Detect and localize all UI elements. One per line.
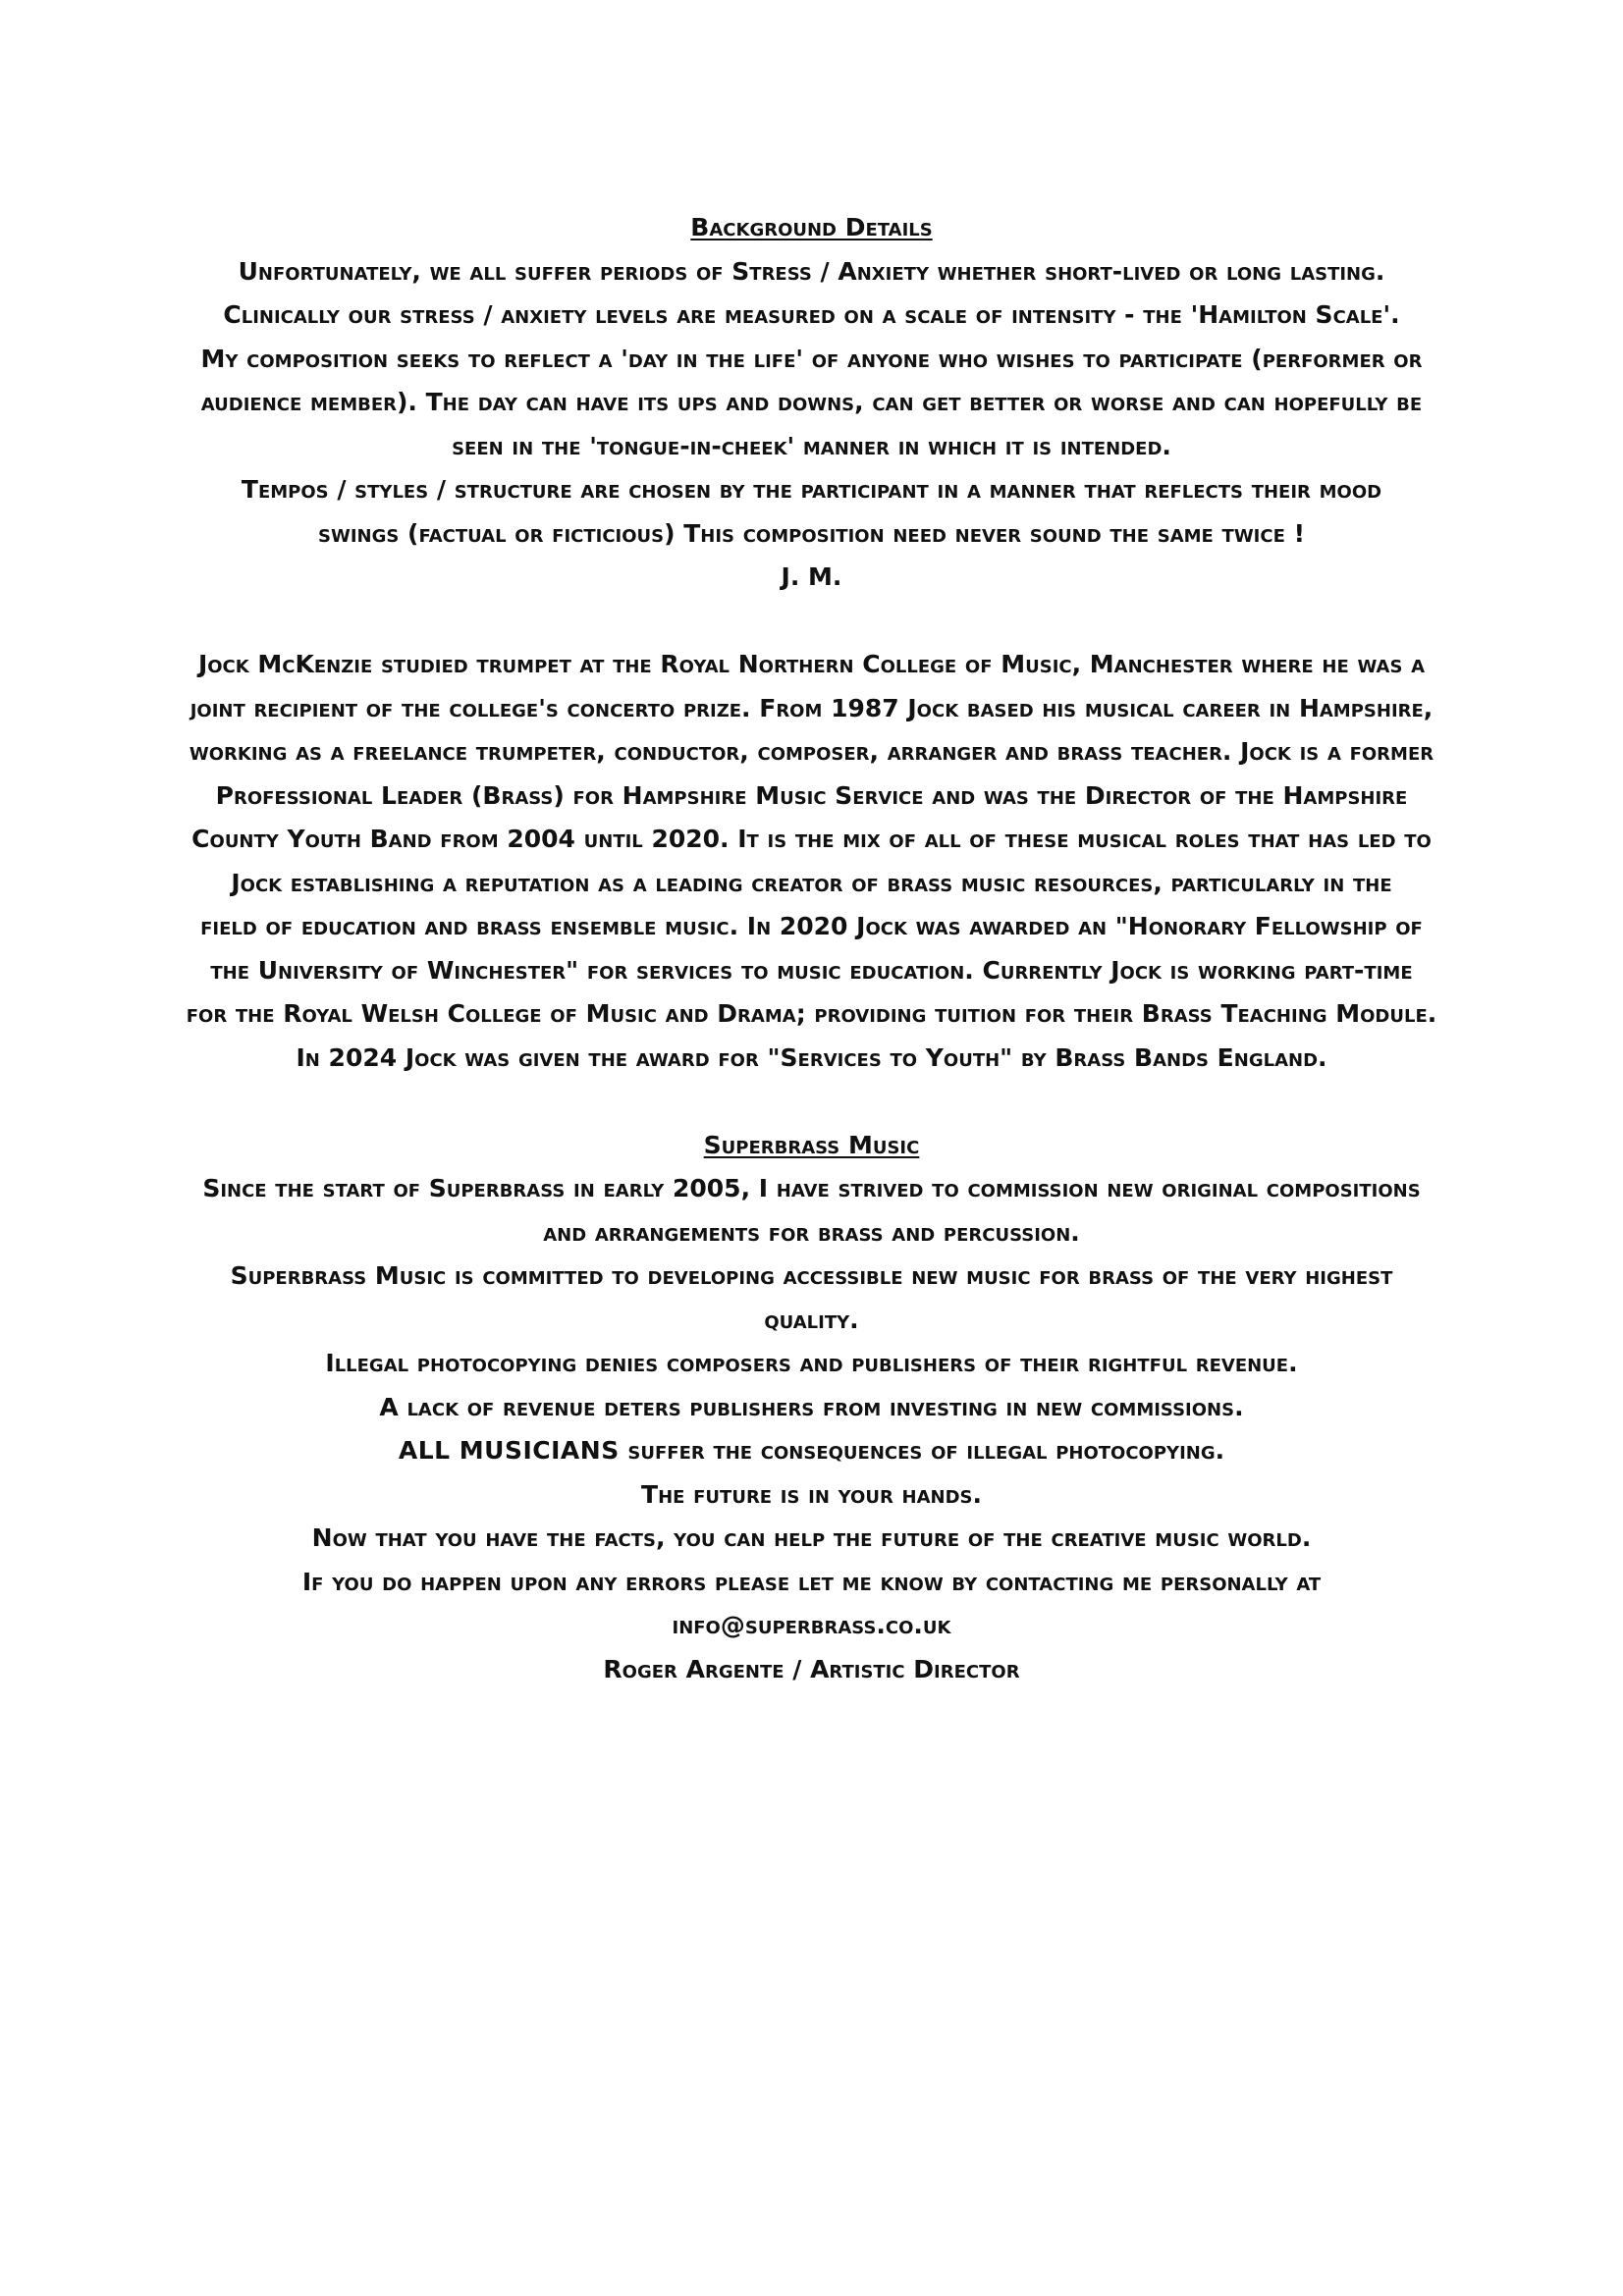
section-spacer xyxy=(118,600,1505,644)
biography-line-9: for the Royal Welsh College of Music and Drama; providing tuition for their Brass Teaching Module. xyxy=(186,999,1437,1028)
biography-line-2: joint recipient of the college's concerto prize. From 1987 Jock based his musical career in Hampshire, xyxy=(189,693,1434,722)
superbrass-line-4: quality. xyxy=(764,1305,859,1334)
all-musicians-emphasis: ALL MUSICIANS xyxy=(398,1436,620,1465)
biography-line-1: Jock McKenzie studied trumpet at the Royal Northern College of Music, Manchester where he was a xyxy=(197,650,1426,678)
biography-line-10: In 2024 Jock was given the award for "Services to Youth" by Brass Bands England. xyxy=(296,1042,1327,1072)
superbrass-line-8: Now that you have the facts, you can help the future of the creative music world. xyxy=(311,1523,1312,1552)
contact-email[interactable]: info@superbrass.co.uk xyxy=(672,1611,951,1639)
superbrass-line-5: Illegal photocopying denies composers and publishers of their rightful revenue. xyxy=(325,1349,1298,1377)
background-line-2: Clinically our stress / anxiety levels are measured on a scale of intensity - the 'Hamilton Scale'. xyxy=(223,300,1400,329)
composer-signature: J. M. xyxy=(781,562,842,591)
superbrass-line-2: and arrangements for brass and percussion. xyxy=(543,1217,1080,1247)
biography-line-7: field of education and brass ensemble music. In 2020 Jock was awarded an "Honorary Fellowship of xyxy=(200,912,1423,940)
section-spacer xyxy=(118,1080,1505,1124)
superbrass-line-9: If you do happen upon any errors please let me know by contacting me personally at xyxy=(301,1567,1322,1596)
musicians-warning-line xyxy=(118,1429,1505,1473)
background-line-6: Tempos / styles / structure are chosen by the participant in a manner that reflects their mood xyxy=(241,475,1382,504)
document-page xyxy=(118,206,1505,1691)
superbrass-line-1: Since the start of Superbrass in early 2005, I have strived to commission new original compositions xyxy=(202,1174,1421,1202)
superbrass-line-3: Superbrass Music is committed to developing accessible new music for brass of the very highest xyxy=(230,1261,1393,1290)
background-line-1: Unfortunately, we all suffer periods of Stress / Anxiety whether short-lived or long lasting. xyxy=(238,256,1385,286)
director-signature: Roger Argente / Artistic Director xyxy=(603,1654,1020,1683)
background-line-4: audience member). The day can have its ups and downs, can get better or worse and can hopefully be xyxy=(200,388,1423,416)
musicians-warning-text: suffer the consequences of illegal photocopying. xyxy=(619,1436,1225,1465)
biography-line-4: Professional Leader (Brass) for Hampshire Music Service and was the Director of the Hampshire xyxy=(215,780,1408,810)
superbrass-music-heading: Superbrass Music xyxy=(703,1130,920,1159)
background-line-7: swings (factual or ficticious) This composition need never sound the same twice ! xyxy=(318,518,1305,548)
biography-line-6: Jock establishing a reputation as a leading creator of brass music resources, particularly in the xyxy=(231,868,1392,897)
superbrass-line-6: A lack of revenue deters publishers from investing in new commissions. xyxy=(379,1392,1244,1421)
biography-line-3: working as a freelance trumpeter, conductor, composer, arranger and brass teacher. Jock is a former xyxy=(189,737,1434,766)
background-line-5: seen in the 'tongue-in-cheek' manner in which it is intended. xyxy=(452,431,1171,460)
background-details-heading: Background Details xyxy=(690,213,933,241)
biography-line-5: County Youth Band from 2004 until 2020. It is the mix of all of these musical roles that has led to xyxy=(191,825,1432,853)
background-line-3: My composition seeks to reflect a 'day in the life' of anyone who wishes to participate (performer or xyxy=(200,344,1423,373)
superbrass-line-7: The future is in your hands. xyxy=(641,1479,982,1509)
biography-line-8: the University of Winchester" for services to music education. Currently Jock is working part-time xyxy=(210,955,1413,985)
